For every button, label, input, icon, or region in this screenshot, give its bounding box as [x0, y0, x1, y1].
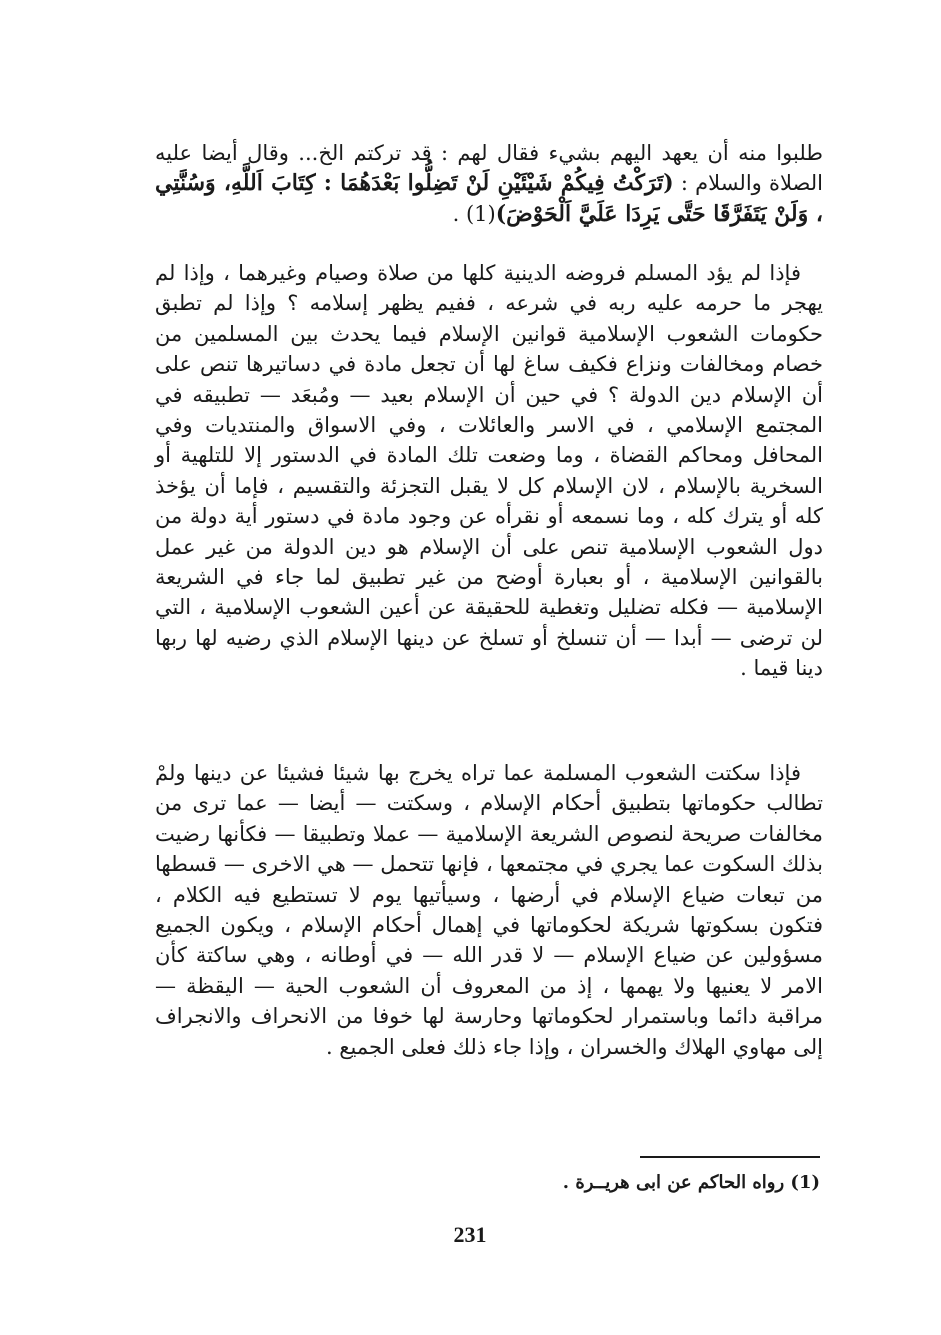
intro-paragraph	[155, 138, 823, 229]
intro-text: طلبوا منه أن يعهد اليهم بشيء فقال لهم : قد تركتم الخ... وقال أيضا عليه الصلاة والسلام :	[155, 141, 824, 196]
body-paragraph-2	[155, 758, 823, 1062]
body-paragraph-1	[155, 258, 823, 684]
intro-end: .	[452, 201, 466, 226]
hadith-quote: (تَرَكْتُ فِيكُمْ شَيْئَيْنِ لَنْ تَضِلُّوا بَعْدَهُمَا : كِتَابَ اَللَّهِ، وَسُنَّتِي ، وَلَنْ يَتَفَرَّقَا حَتَّى يَرِدَا عَلَيَّ اَلْحَوْضَ)	[155, 170, 823, 227]
paragraph-2-text: فإذا سكتت الشعوب المسلمة عما تراه يخرج بها شيئا فشيئا عن دينها ولمْ تطالب حكوماتها بتطبيق أحكام الإسلام ، وسكتت — أيضا — عما ترى من مخالفات صريحة لنصوص الشريعة الإسلامية — عملا وتطبيقا — فكأنها رضيت بذلك السكوت عما يجري في مجتمعها ، فإنها تتحمل — هي الاخرى — قسطها من تبعات ضياع الإسلام في أرضها ، وسيأتيها يوم لا تستطيع فيه الكلام ، فتكون بسكوتها شريكة لحكوماتها في إهمال أحكام الإسلام ، ويكون الجميع مسؤولين عن ضياع الإسلام — لا قدر الله — في أوطانه ، وهي ساكتة كأن الامر لا يعنيها ولا يهمها ، إذ من المعروف أن الشعوب الحية — اليقظة — مراقبة دائما وباستمرار لحكوماتها وحارسة لها خوفا من الانحراف والانجراف إلى مهاوي الهلاك والخسران ، وإذا جاء ذلك فعلى الجميع .	[155, 761, 823, 1059]
page-number: 231	[453, 1222, 487, 1247]
footnote-divider	[640, 1156, 820, 1158]
footnote-reference: (1)	[465, 201, 496, 226]
paragraph-1-text: فإذا لم يؤد المسلم فروضه الدينية كلها من صلاة وصيام وغيرهما ، وإذا لم يهجر ما حرمه عليه ربه في شرعه ، ففيم يظهر إسلامه ؟ وإذا لم تطبق حكومات الشعوب الإسلامية قوانين الإسلام فيما يحدث بين المسلمين من خصام ومخالفات ونزاع فكيف ساغ لها أن تجعل مادة في دساتيرها تنص على أن الإسلام دين الدولة ؟ في حين أن الإسلام بعيد — ومُبعَد — تطبيقه في المجتمع الإسلامي ، في الاسر والعائلات ، وفي الاسواق والمنتديات وفي المحافل ومحاكم القضاة ، وما وضعت تلك المادة في الدستور إلا للتلهية أو السخرية بالإسلام ، لان الإسلام كل لا يقبل التجزئة والتقسيم ، فإما أن يؤخذ كله أو يترك كله ، وما نسمعه أو نقرأه عن وجود مادة في دستور أية دولة من دول الشعوب الإسلامية تنص على أن الإسلام هو دين الدولة من غير عمل بالقوانين الإسلامية ، أو بعبارة أوضح من غير تطبيق لما جاء في الشريعة الإسلامية — فكله تضليل وتغطية للحقيقة عن أعين الشعوب الإسلامية ، التي لن ترضى — أبدا — أن تنسلخ أو تسلخ عن دينها الإسلام الذي رضيه لها ربها دينا قيما .	[155, 261, 823, 681]
footnote: (1) رواه الحاكم عن ابى هريــرة .	[562, 1172, 820, 1193]
